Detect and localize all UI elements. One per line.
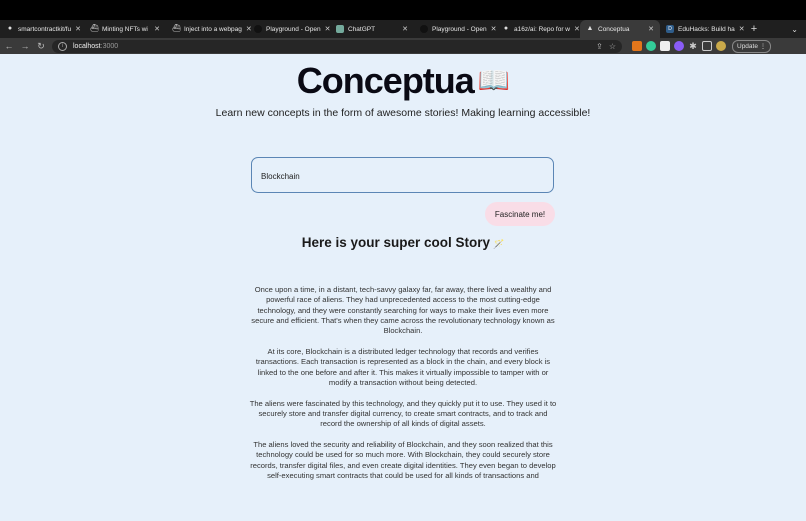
magic-wand-icon: 🪄: [493, 239, 505, 249]
ship-icon: ⛴: [90, 25, 99, 32]
close-icon[interactable]: ✕: [154, 26, 160, 33]
openai-icon: [254, 25, 262, 33]
ship-icon: ⛴: [172, 25, 181, 32]
puzzle-icon[interactable]: ✱: [689, 41, 697, 51]
extension-icon[interactable]: [646, 41, 656, 51]
tab-label: smartcontractkit/fu: [18, 25, 72, 33]
update-label: Update: [737, 42, 758, 50]
tab-label: Playground - Open: [266, 25, 321, 33]
tab-label: EduHacks: Build ha: [678, 25, 735, 33]
close-icon[interactable]: ✕: [648, 26, 654, 33]
share-icon[interactable]: ⇪: [596, 41, 603, 51]
tagline: Learn new concepts in the form of awesome stories! Making learning accessible!: [215, 107, 591, 119]
tab-inject-webpage[interactable]: [166, 20, 252, 38]
triangle-icon: ▲: [586, 25, 594, 32]
book-icon: 📖: [477, 65, 510, 95]
chatgpt-icon: [336, 25, 344, 33]
tab-label: Minting NFTs wi: [102, 25, 148, 33]
browser-toolbar: [0, 38, 806, 54]
tab-playground-1[interactable]: [245, 20, 331, 38]
tab-playground-2[interactable]: [414, 20, 496, 38]
tab-eduhacks[interactable]: [660, 20, 745, 38]
story-paragraph: Once upon a time, in a distant, tech-savvy galaxy far, far away, there lived a wealthy and powerful race of aliens. They had unprecedented access to the most cutting-edge technology, and they were constantly searching for ways to make their lives even more secure and efficient. That's when they came across the revolutionary technology known as Blockchain.: [251, 285, 555, 336]
url-port: :3000: [100, 42, 119, 50]
browser-tab-strip: [0, 20, 806, 38]
extension-icon[interactable]: [660, 41, 670, 51]
story-paragraph: At its core, Blockchain is a distributed ledger technology that records and verifies transactions. Each transaction is represented as a block in the chain, and every block is linked to the one before and after it. This makes it virtually impossible to tamper with or modify a transaction without being detected.: [255, 346, 551, 387]
openai-icon: [420, 25, 428, 33]
close-icon[interactable]: ✕: [574, 26, 580, 33]
screen-top-bar: [0, 0, 806, 20]
new-tab-button[interactable]: +: [750, 23, 758, 35]
brand-name: Conceptua: [296, 60, 474, 101]
tab-conceptua[interactable]: [580, 20, 660, 38]
fascinate-button[interactable]: Fascinate me!: [485, 202, 555, 226]
story-paragraph: The aliens loved the security and reliability of Blockchain, and they soon realized that this technology could be used for so much more. With Blockchain, they could securely store records, transfer digital files, and even create digital identities. They even began to develop self-executing smart contracts that could be used for all kinds of transactions and: [250, 440, 556, 480]
sidebar-icon[interactable]: [702, 41, 712, 51]
close-icon[interactable]: ✕: [245, 26, 252, 33]
back-icon[interactable]: ←: [4, 41, 14, 51]
tab-label: ChatGPT: [348, 25, 376, 33]
address-bar[interactable]: [52, 40, 622, 53]
github-icon: ●: [503, 25, 509, 32]
update-button[interactable]: Update ⋮: [732, 40, 771, 53]
extension-icon[interactable]: [674, 41, 684, 51]
info-icon[interactable]: i: [58, 42, 67, 51]
url-host: localhost: [73, 42, 101, 50]
tab-smartcontractkit[interactable]: [0, 20, 84, 38]
devpost-icon: D: [666, 25, 674, 33]
app-page: [0, 54, 806, 521]
tab-label: a16z/ai: Repo for w: [514, 25, 571, 33]
tab-label: Conceptua: [598, 25, 630, 33]
star-icon[interactable]: ☆: [608, 41, 616, 51]
close-icon[interactable]: ✕: [738, 26, 745, 33]
chevron-down-icon[interactable]: ⌄: [791, 24, 798, 34]
tab-minting-nfts[interactable]: [84, 20, 166, 38]
metamask-icon[interactable]: [632, 41, 642, 51]
close-icon[interactable]: ✕: [490, 26, 497, 33]
story-body: [248, 285, 558, 492]
github-icon: ●: [7, 25, 13, 32]
forward-icon[interactable]: →: [20, 41, 30, 51]
brand-title: [0, 60, 806, 102]
story-title-text: Here is your super cool Story: [301, 235, 491, 250]
concept-input-container: [251, 157, 554, 193]
tab-a16z-ai[interactable]: [496, 20, 580, 38]
concept-input[interactable]: [252, 158, 543, 194]
extensions-area: [628, 41, 726, 51]
story-title: [0, 235, 806, 250]
close-icon[interactable]: ✕: [402, 26, 408, 33]
avatar[interactable]: [716, 41, 726, 51]
tab-chatgpt[interactable]: [330, 20, 414, 38]
story-paragraph: The aliens were fascinated by this technology, and they quickly put it to use. They used it to securely store and transfer digital currency, to create smart contracts, and to track and record the ownership of all kinds of digital assets.: [249, 398, 557, 429]
close-icon[interactable]: ✕: [75, 26, 81, 33]
tab-label: Inject into a webpag: [184, 25, 242, 33]
reload-icon[interactable]: ↻: [37, 40, 45, 51]
tab-label: Playground - Open: [432, 25, 487, 33]
close-icon[interactable]: ✕: [324, 26, 331, 33]
